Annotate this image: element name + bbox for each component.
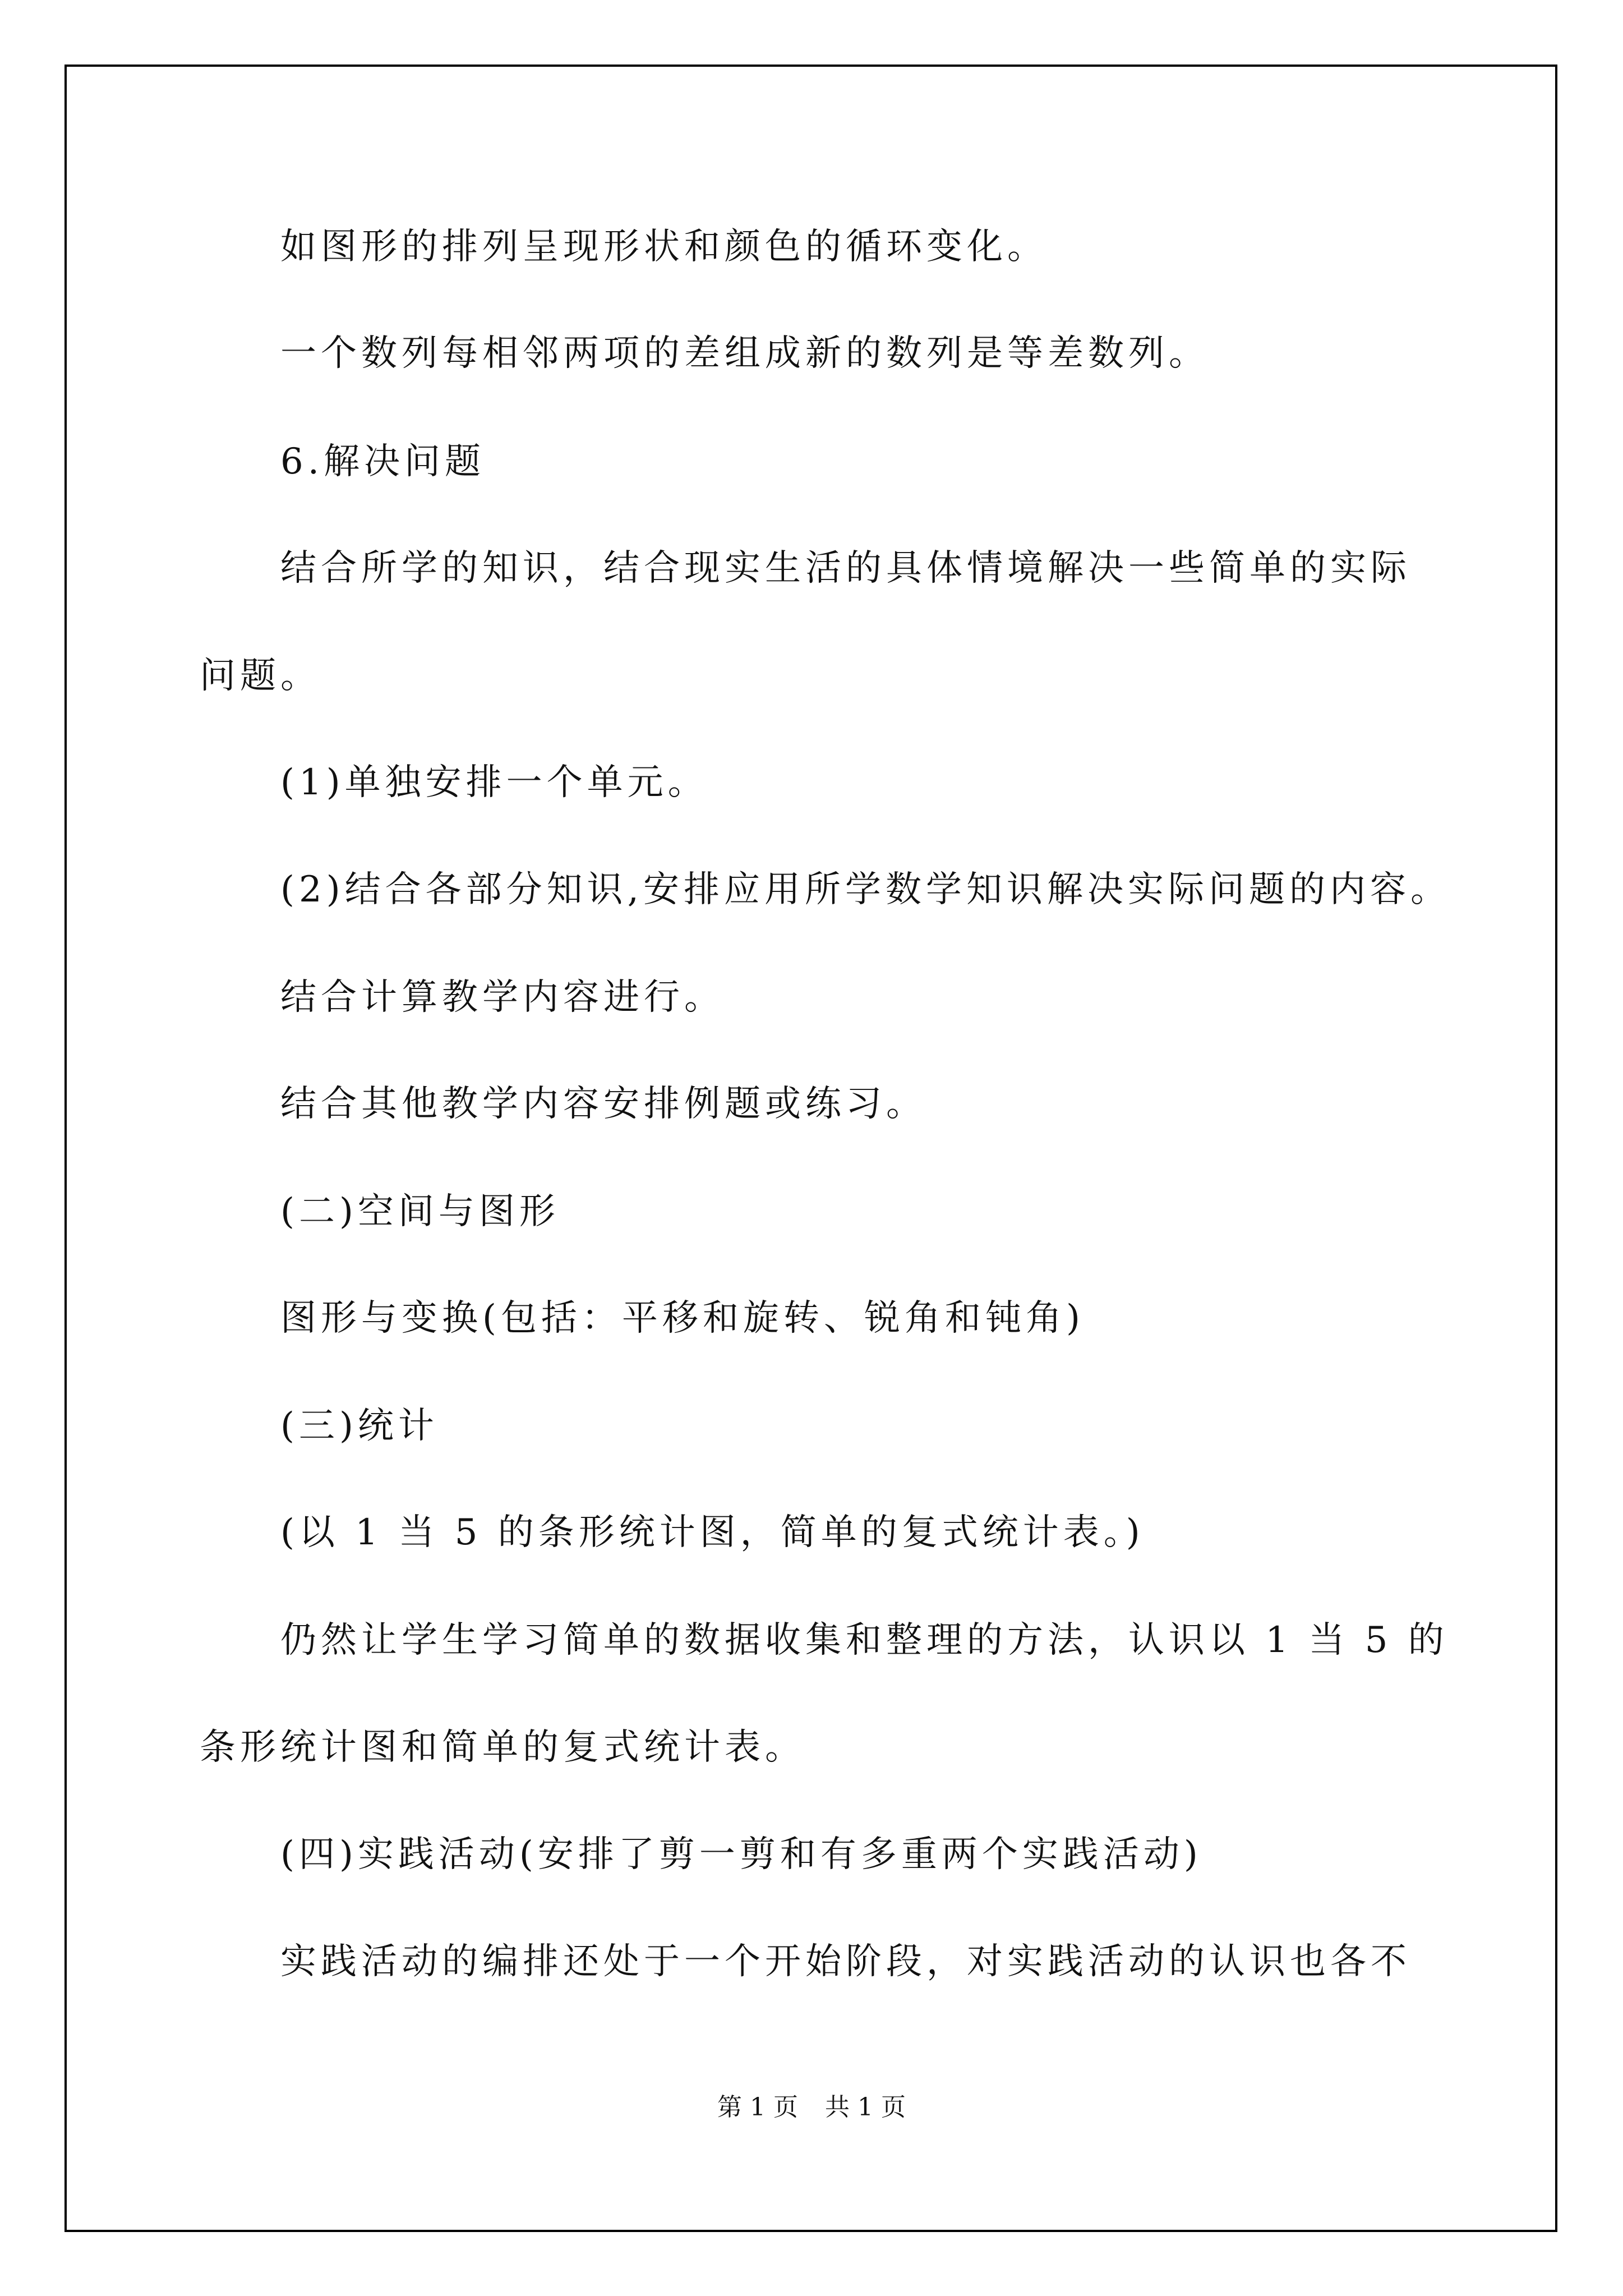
page-number: 第 1 页 [717, 2093, 798, 2122]
paragraph-line: 仍然让学生学习简单的数据收集和整理的方法，认识以 1 当 5 的 [280, 1619, 1449, 1661]
paragraph-line: 实践活动的编排还处于一个开始阶段，对实践活动的认识也各不 [280, 1941, 1411, 1982]
paragraph-line: (2)结合各部分知识,安排应用所学数学知识解决实际问题的内容。 [280, 869, 1451, 910]
section-heading: 6.解决问题 [280, 441, 486, 482]
page-border [64, 65, 1557, 2232]
page-total: 共 1 页 [825, 2093, 906, 2122]
section-heading: (二)空间与图形 [280, 1191, 560, 1232]
paragraph-line: 结合其他教学内容安排例题或练习。 [280, 1083, 926, 1125]
paragraph-line: 图形与变换(包括：平移和旋转、锐角和钝角) [280, 1297, 1085, 1339]
paragraph-line: 如图形的排列呈现形状和颜色的循环变化。 [280, 226, 1048, 268]
paragraph-line: (以 1 当 5 的条形统计图，简单的复式统计表。) [280, 1512, 1145, 1553]
section-heading: (三)统计 [280, 1405, 439, 1447]
page-footer [0, 2091, 1623, 2124]
paragraph-line: 结合计算教学内容进行。 [280, 977, 725, 1018]
paragraph-line: 条形统计图和简单的复式统计表。 [200, 1727, 805, 1768]
paragraph-line: 结合所学的知识，结合现实生活的具体情境解决一些简单的实际 [280, 547, 1411, 589]
paragraph-line: 问题。 [200, 655, 321, 697]
paragraph-line: 一个数列每相邻两项的差组成新的数列是等差数列。 [280, 333, 1209, 374]
paragraph-line: (1)单独安排一个单元。 [280, 762, 708, 803]
section-heading: (四)实践活动(安排了剪一剪和有多重两个实践活动) [280, 1834, 1202, 1875]
